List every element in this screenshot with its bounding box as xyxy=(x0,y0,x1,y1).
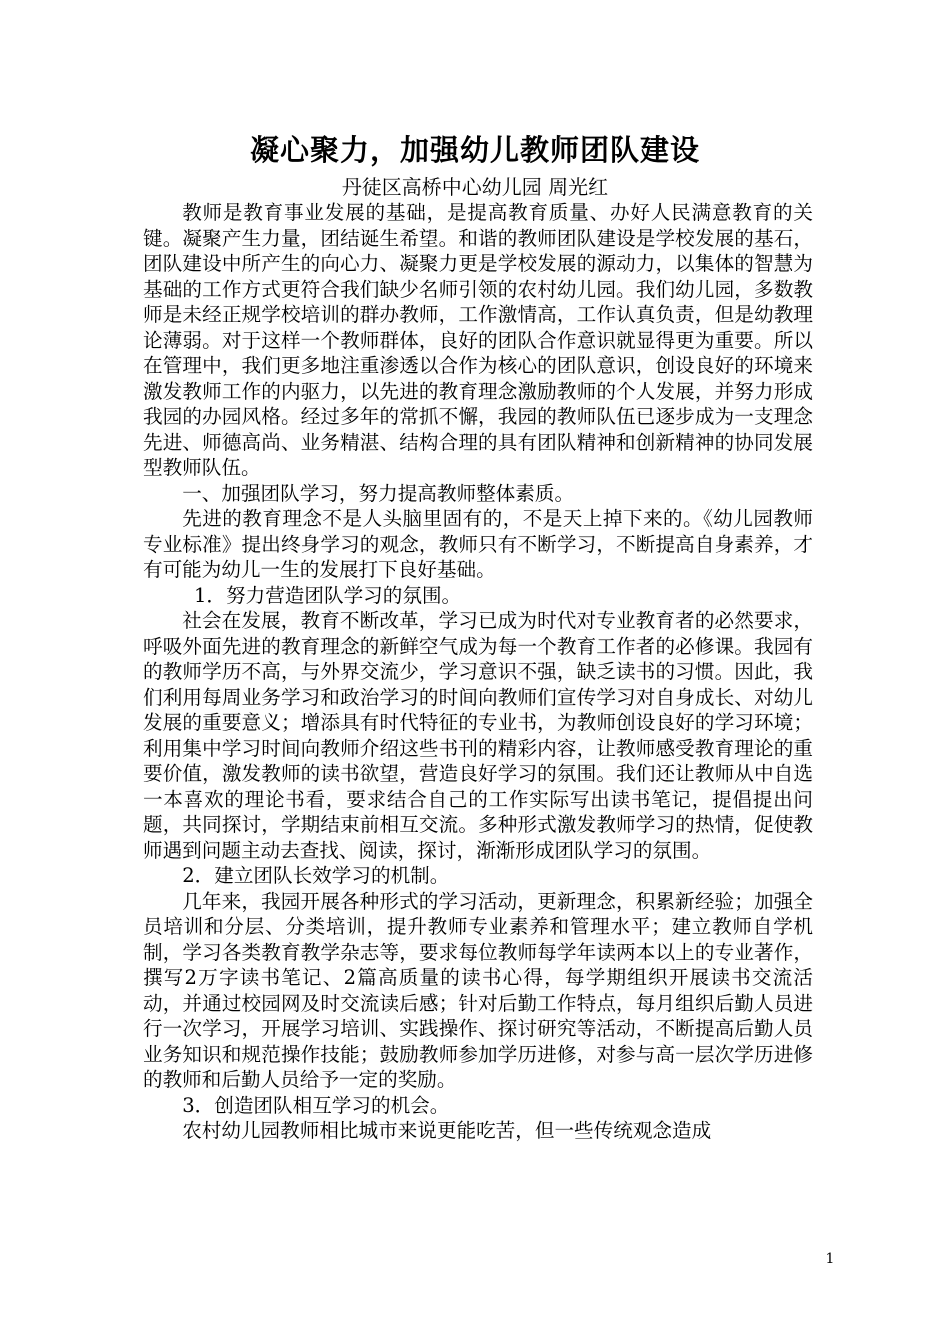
paragraph: 社会在发展，教育不断改革，学习已成为时代对专业教育者的必然要求，呼吸外面先进的教育理念的新鲜空气成为每一个教育工作者的必修课。我园有的教师学历不高，与外界交流少，学习意识不强，缺乏读书的习惯。因此，我们利用每周业务学习和政治学习的时间向教师们宣传学习对自身成长、对幼儿发展的重要意义；增添具有时代特征的专业书，为教师创设良好的学习环境；利用集中学习时间向教师介绍这些书刊的精彩内容，让教师感受教育理论的重要价值，激发教师的读书欲望，营造良好学习的氛围。我们还让教师从中自选一本喜欢的理论书看，要求结合自己的工作实际写出读书笔记，提倡提出问题，共同探讨，学期结束前相互交流。多种形式激发教师学习的热情，促使教师遇到问题主动去查找、阅读，探讨，渐渐形成团队学习的氛围。 xyxy=(143,609,813,862)
document-author: 丹徒区高桥中心幼儿园 周光红 xyxy=(341,175,609,199)
paragraph: 先进的教育理念不是人头脑里固有的，不是天上掉下来的。《幼儿园教师专业标准》提出终身学习的观念，教师只有不断学习，不断提高自身素养，才有可能为幼儿一生的发展打下良好基础。 xyxy=(143,507,813,581)
subsection-heading-1: 1．努力营造团队学习的氛围。 xyxy=(193,583,462,607)
section-heading-1: 一、加强团队学习，努力提高教师整体素质。 xyxy=(182,481,575,505)
paragraph: 农村幼儿园教师相比城市来说更能吃苦，但一些传统观念造成 xyxy=(182,1119,712,1142)
subsection-heading-3: 3．创造团队相互学习的机会。 xyxy=(182,1093,450,1117)
page-number: 1 xyxy=(825,1251,835,1267)
document-body xyxy=(143,200,813,1144)
paragraph-intro: 教师是教育事业发展的基础，是提高教育质量、办好人民满意教育的关键。凝聚产生力量，团结诞生希望。和谐的教师团队建设是学校发展的基石，团队建设中所产生的向心力、凝聚力更是学校发展的源动力，以集体的智慧为基础的工作方式更符合我们缺少名师引领的农村幼儿园。我们幼儿园，多数教师是未经正规学校培训的群办教师，工作激情高，工作认真负责，但是幼教理论薄弱。对于这样一个教师群体，良好的团队合作意识就显得更为重要。所以在管理中，我们更多地注重渗透以合作为核心的团队意识，创设良好的环境来激发教师工作的内驱力，以先进的教育理念激励教师的个人发展，并努力形成我园的办园风格。经过多年的常抓不懈，我园的教师队伍已逐步成为一支理念先进、师德高尚、业务精湛、结构合理的具有团队精神和创新精神的协同发展型教师队伍。 xyxy=(143,201,813,479)
document-title: 凝心聚力，加强幼儿教师团队建设 xyxy=(249,133,700,167)
subsection-heading-2: 2．建立团队长效学习的机制。 xyxy=(182,864,450,887)
paragraph: 几年来，我园开展各种形式的学习活动，更新理念，积累新经验；加强全员培训和分层、分类培训，提升教师专业素养和管理水平；建立教师自学机制，学习各类教育教学杂志等，要求每位教师每学年读两本以上的专业著作，撰写2万字读书笔记、2篇高质量的读书心得，每学期组织开展读书交流活动，并通过校园网及时交流读后感；针对后勤工作特点，每月组织后勤人员进行一次学习，开展学习培训、实践操作、探讨研究等活动，不断提高后勤人员业务知识和规范操作技能；鼓励教师参加学历进修，对参与高一层次学历进修的教师和后勤人员给予一定的奖励。 xyxy=(143,889,813,1091)
